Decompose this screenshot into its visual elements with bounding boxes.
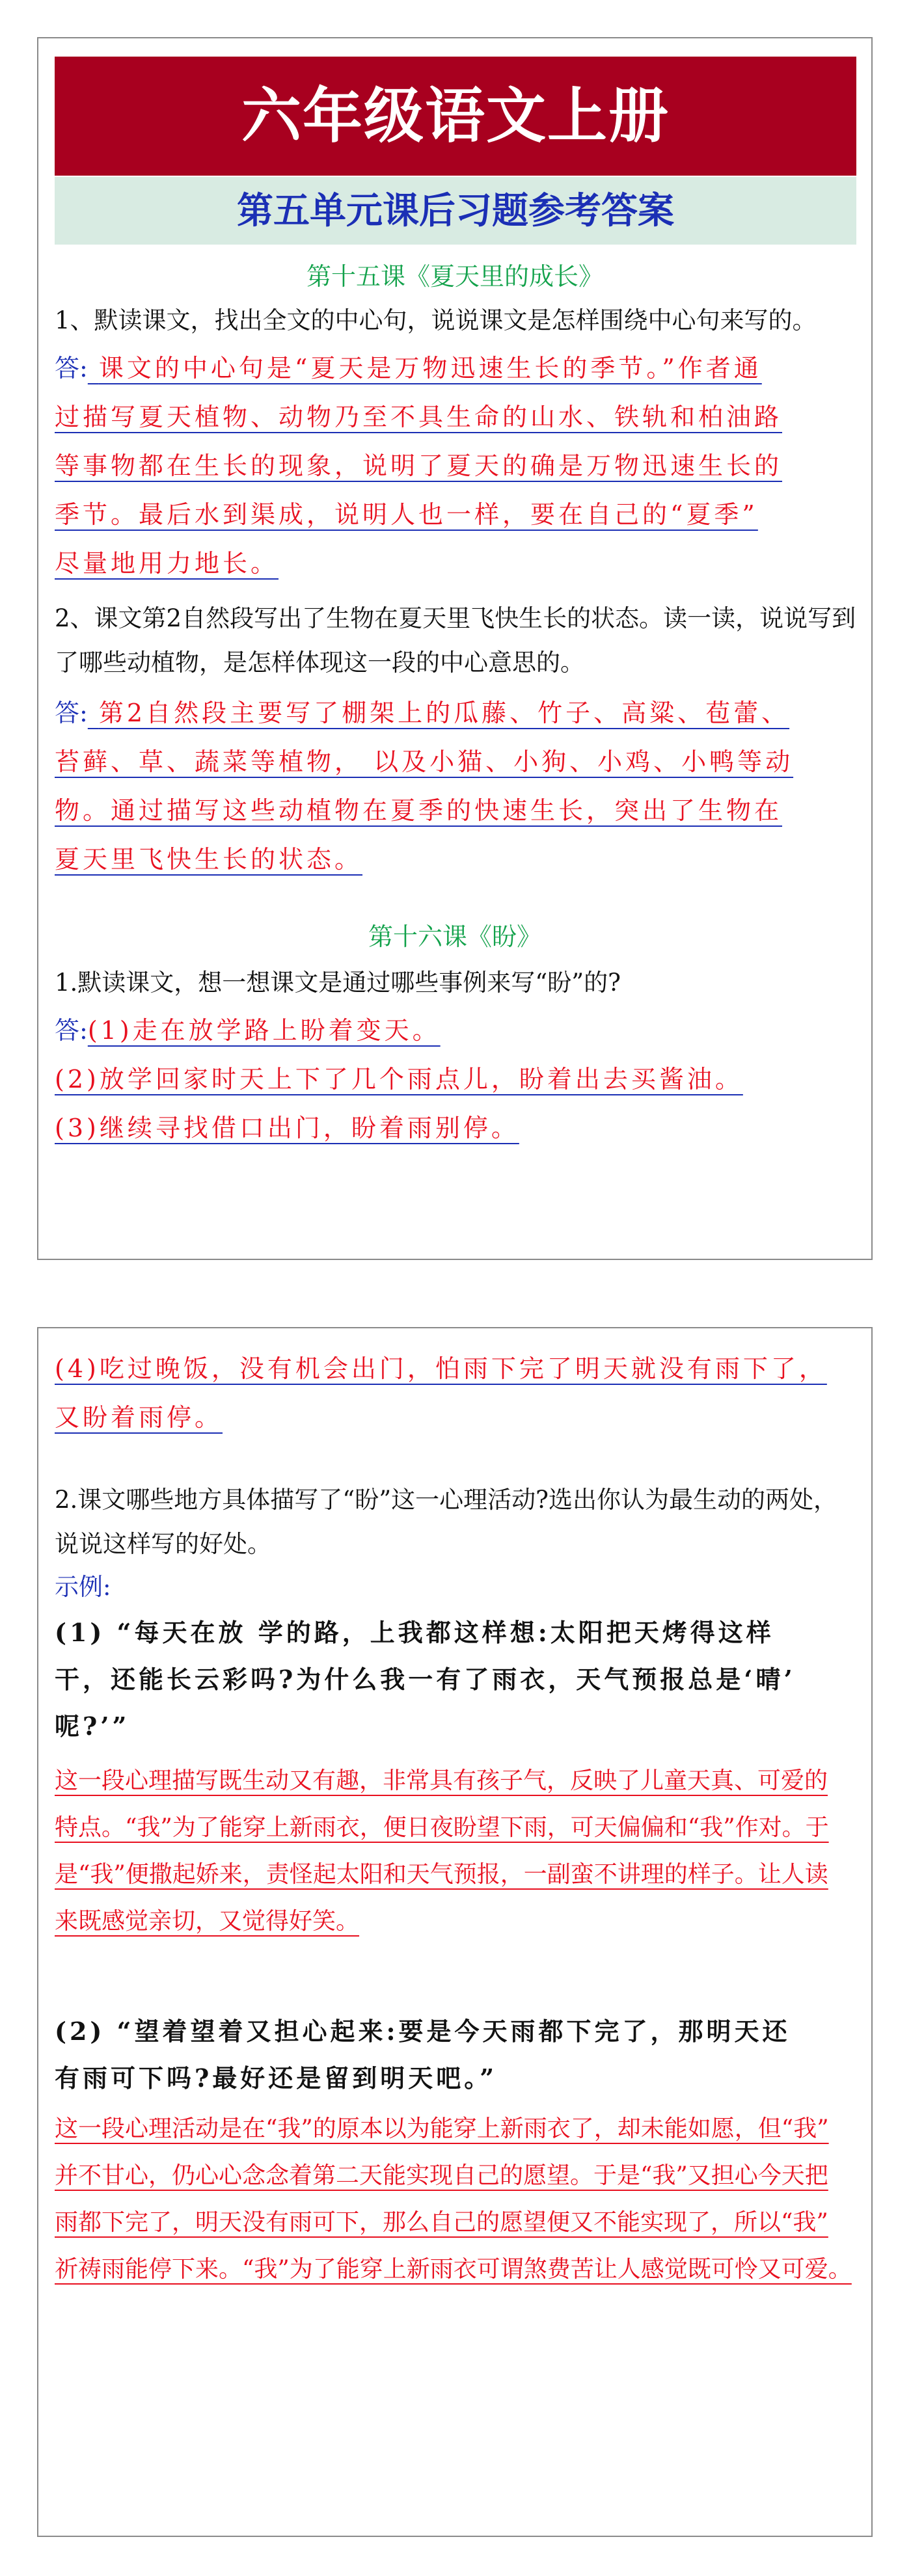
answer-line: 夏天里飞快生长的状态。	[55, 845, 363, 874]
answer-line: (2)放学回家时天上下了几个雨点儿，盼着出去买酱油。	[55, 1065, 743, 1093]
lesson-16-answer-1	[55, 1006, 862, 1153]
answer-text: (1)走在放学路上盼着变天。	[87, 1016, 441, 1045]
answer-line: 又盼着雨停。	[55, 1403, 223, 1432]
page-subtitle: 第五单元课后习题参考答案	[55, 177, 856, 245]
lesson-16-question-2	[55, 1478, 862, 1566]
answer-text: 课文的中心句是“夏天是万物迅速生长的季节。”作者通	[98, 354, 762, 382]
question-line: 1、默读课文，找出全文的中心句，说说课文是怎样围绕中心句来写的。	[55, 306, 817, 334]
answer-tag: 答:	[55, 354, 88, 382]
answer-line: 尽量地用力地长。	[55, 549, 279, 578]
example-1-quote	[55, 1609, 862, 1750]
example-2-quote	[55, 2008, 862, 2102]
answer-line	[55, 344, 862, 393]
question-line: 说说这样写的好处。	[55, 1530, 271, 1558]
analysis-line: 这一段心理活动是在“我”的原本以为能穿上新雨衣了，却未能如愿，但“我”	[55, 2115, 829, 2142]
example-label: 示例:	[55, 1573, 111, 1601]
page-2	[37, 1327, 873, 2537]
lesson-15-question-2	[55, 597, 862, 685]
lesson-16-heading: 第十六课《盼》	[368, 922, 541, 951]
answer-line: (4)吃过晚饭，没有机会出门，怕雨下完了明天就没有雨下了，	[55, 1354, 827, 1383]
question-line: 2.课文哪些地方具体描写了“盼”这一心理活动?选出你认为最生动的两处，	[55, 1486, 837, 1514]
lesson-15-heading: 第十五课《夏天里的成长》	[306, 262, 603, 291]
lesson-16-answer-1-continued	[55, 1345, 862, 1442]
analysis-line: 祈祷雨能停下来。“我”为了能穿上新雨衣可谓煞费苦让人感觉既可怜又可爱。	[55, 2256, 852, 2283]
quote-line: 呢?’”	[55, 1711, 130, 1741]
analysis-line: 是“我”便撒起娇来，责怪起太阳和天气预报，一副蛮不讲理的样子。让人读	[55, 1861, 828, 1888]
lesson-15-answer-2	[55, 689, 862, 884]
analysis-line: 并不甘心，仍心心念念着第二天能实现自己的愿望。于是“我”又担心今天把	[55, 2162, 828, 2189]
answer-tag: 答:	[55, 1016, 88, 1045]
answer-line: 等事物都在生长的现象，说明了夏天的确是万物迅速生长的	[55, 451, 783, 480]
question-line: 了哪些动植物，是怎样体现这一段的中心意思的。	[55, 649, 584, 677]
question-line: 2、课文第2自然段写出了生物在夏天里飞快生长的状态。读一读，说说写到	[55, 604, 856, 632]
quote-line: 干，还能长云彩吗?为什么我一有了雨衣，天气预报总是‘晴’	[55, 1665, 796, 1694]
answer-line	[55, 1006, 862, 1055]
answer-line: 苔藓、草、蔬菜等植物， 以及小猫、小狗、小鸡、小鸭等动	[55, 747, 794, 776]
quote-line: (1) “每天在放 学的路，上我都这样想:太阳把天烤得这样	[55, 1618, 774, 1647]
answer-text: 第2自然段主要写了棚架上的瓜藤、竹子、高粱、苞蕾、	[98, 699, 790, 727]
example-2-analysis	[55, 2106, 868, 2293]
page-1	[37, 37, 873, 1260]
answer-line: 物。通过描写这些动植物在夏季的快速生长，突出了生物在	[55, 796, 783, 825]
answer-tag: 答:	[55, 699, 88, 727]
analysis-line: 雨都下完了，明天没有雨可下，那么自己的愿望便又不能实现了，所以“我”	[55, 2209, 828, 2236]
quote-line: 有雨可下吗?最好还是留到明天吧。”	[55, 2063, 498, 2093]
answer-line: (3)继续寻找借口出门，盼着雨别停。	[55, 1114, 519, 1142]
question-line: 1.默读课文，想一想课文是通过哪些事例来写“盼”的?	[55, 969, 621, 997]
example-1-analysis	[55, 1758, 868, 1945]
page-title: 六年级语文上册	[55, 57, 856, 176]
lesson-16-question-1	[55, 961, 862, 1005]
answer-line: 季节。最后水到渠成，说明人也一样，要在自己的“夏季”	[55, 500, 758, 529]
lesson-15-answer-1	[55, 344, 862, 588]
quote-line: (2) “望着望着又担心起来:要是今天雨都下完了，那明天还	[55, 2017, 791, 2046]
analysis-line: 这一段心理描写既生动又有趣，非常具有孩子气，反映了儿童天真、可爱的	[55, 1767, 828, 1794]
lesson-15-question-1	[55, 299, 862, 343]
answer-line	[55, 689, 862, 738]
answer-line: 过描写夏天植物、动物乃至不具生命的山水、铁轨和柏油路	[55, 403, 783, 431]
analysis-line: 特点。“我”为了能穿上新雨衣，便日夜盼望下雨，可天偏偏和“我”作对。于	[55, 1814, 829, 1841]
analysis-line: 来既感觉亲切，又觉得好笑。	[55, 1908, 360, 1935]
